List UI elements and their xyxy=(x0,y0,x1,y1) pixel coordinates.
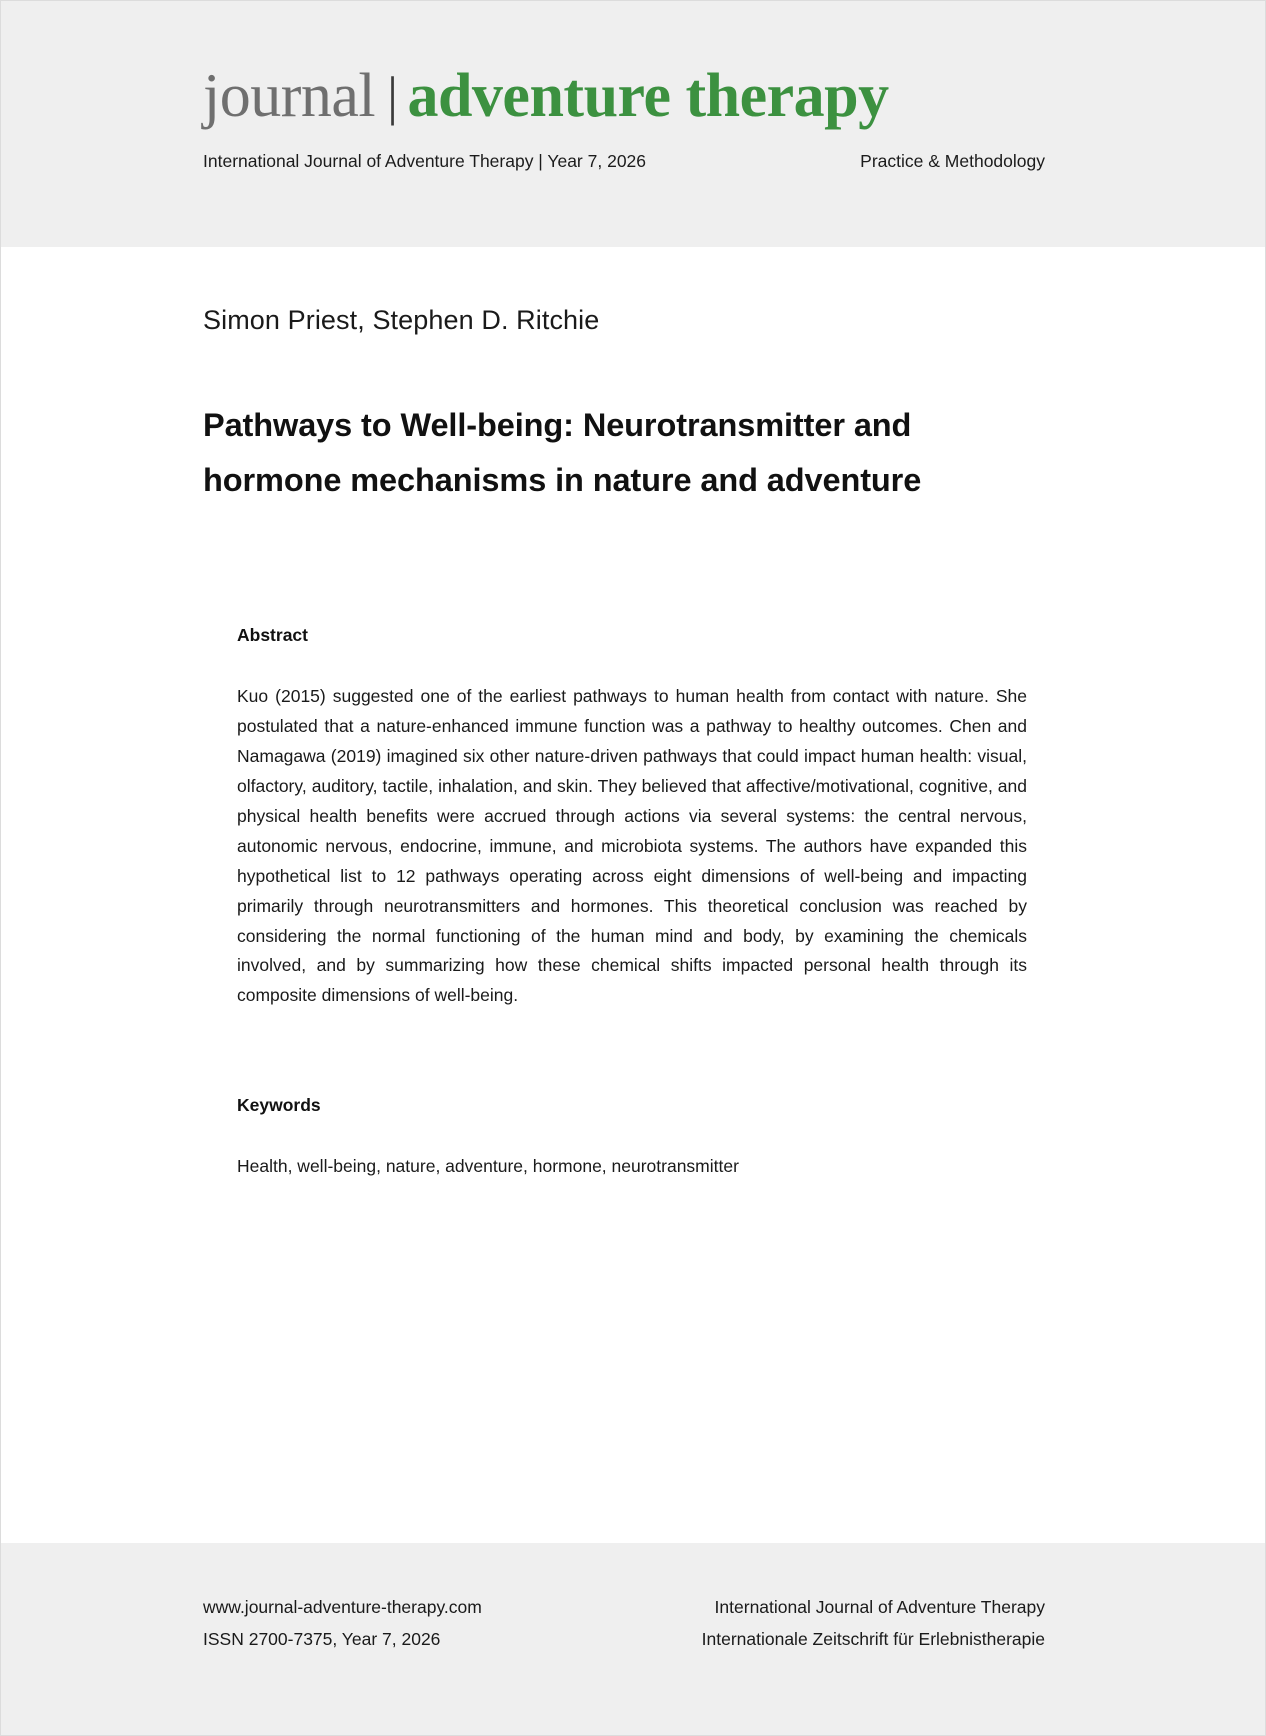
footer-website-url[interactable]: www.journal-adventure-therapy.com xyxy=(203,1597,482,1617)
keywords-text: Health, well-being, nature, adventure, hormone, neurotransmitter xyxy=(237,1156,739,1177)
journal-footer xyxy=(1,1543,1265,1735)
footer-left-column xyxy=(203,1591,482,1656)
article-title: Pathways to Well-being: Neurotransmitter and hormone mechanisms in nature and adventure xyxy=(203,407,922,498)
journal-section-label: Practice & Methodology xyxy=(860,151,1045,171)
article-content xyxy=(1,247,1265,1543)
journal-masthead xyxy=(1,1,1265,247)
footer-right-column xyxy=(702,1591,1063,1656)
logo-divider-icon: | xyxy=(387,66,398,126)
footer-journal-name-en: International Journal of Adventure Therapy xyxy=(714,1597,1045,1617)
abstract-text: Kuo (2015) suggested one of the earliest pathways to human health from contact with nature. She postulated that a nature-enhanced immune function was a pathway to healthy outcomes. Chen and Namagawa (2019) imagined six other nature-driven pathways that could impact human health: visual, olfactory, auditory, tactile, inhalation, and skin. They believed that affective/motivational, cognitive, and physical health benefits were accrued through actions via several systems: the central nervous, autonomic nervous, endocrine, immune, and microbiota systems. The authors have expanded this hypothetical list to 12 pathways operating across eight dimensions of well-being and impacting primarily through neurotransmitters and hormones. This theoretical conclusion was reached by considering the normal functioning of the human mind and body, by examining the chemicals involved, and by summarizing how these chemical shifts impacted personal health through its composite dimensions of well-being. xyxy=(237,686,1027,1006)
masthead-subtitle-row xyxy=(203,151,1063,172)
journal-logo xyxy=(203,62,1063,130)
keywords-heading: Keywords xyxy=(237,1095,321,1116)
footer-inner xyxy=(203,1543,1063,1656)
content-inner xyxy=(203,247,1063,1182)
article-authors: Simon Priest, Stephen D. Ritchie xyxy=(203,305,600,335)
abstract-section xyxy=(237,625,1027,1182)
logo-word-adventure-therapy: adventure therapy xyxy=(407,62,889,130)
footer-issn-line: ISSN 2700-7375, Year 7, 2026 xyxy=(203,1629,441,1650)
masthead-inner xyxy=(203,1,1063,172)
logo-word-journal: journal xyxy=(203,62,376,130)
journal-issue-line: International Journal of Adventure Therapy | Year 7, 2026 xyxy=(203,151,647,171)
footer-journal-name-de: Internationale Zeitschrift für Erlebnistherapie xyxy=(701,1629,1045,1650)
abstract-heading: Abstract xyxy=(237,625,308,646)
